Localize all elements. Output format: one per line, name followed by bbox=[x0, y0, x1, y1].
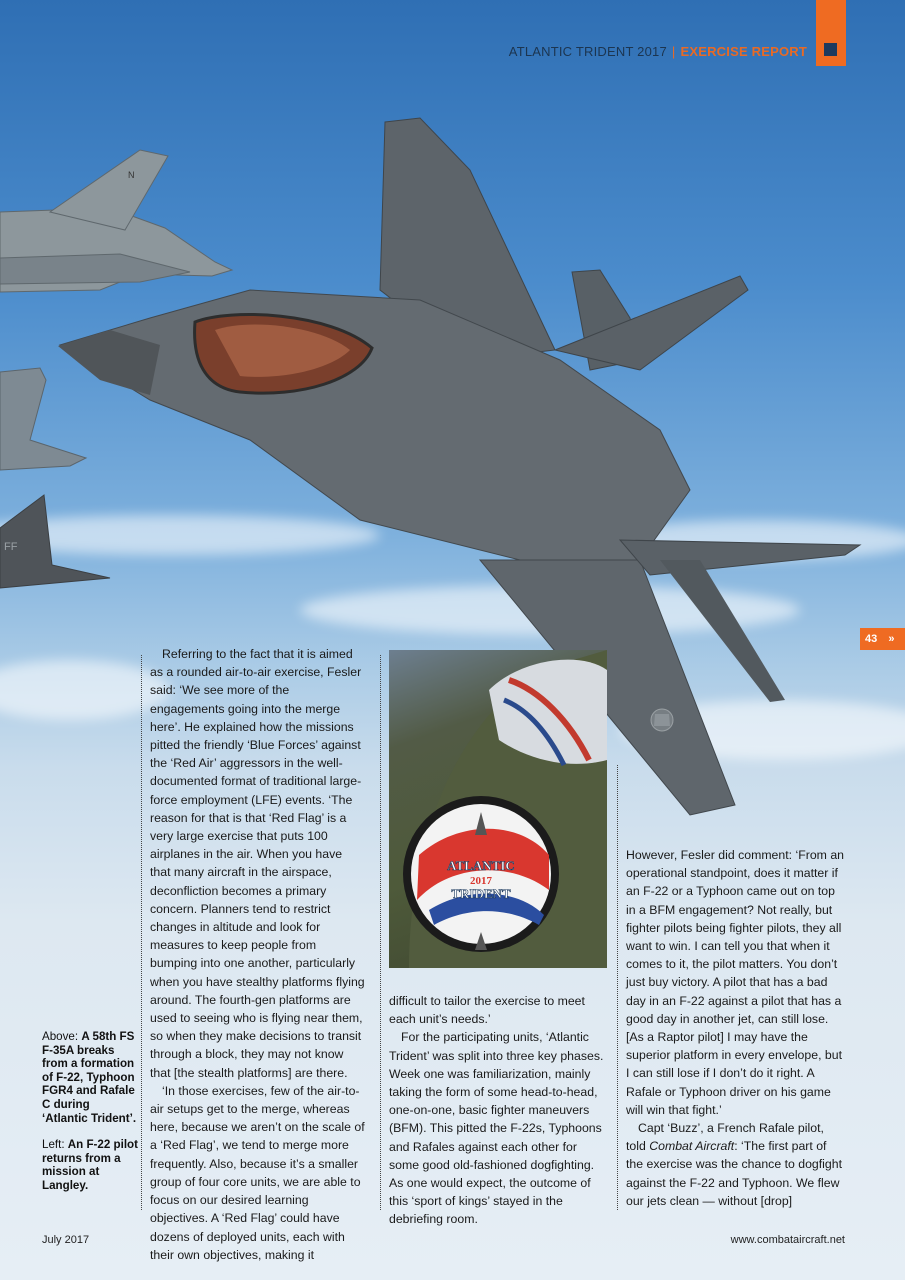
page-number-tab bbox=[860, 628, 905, 650]
running-header bbox=[509, 44, 807, 59]
article-paragraph: difficult to tailor the exercise to meet each unit’s needs.’ bbox=[389, 994, 585, 1027]
article-paragraph: For the participating units, ‘Atlantic Trident’ was split into three key phases. Week one was familiarization, mainly taking the form of some head-to-head, one-on-one, basic fighter maneuvers (BFM). This pitted the F-22s, Typhoons and Rafales against each other for some good old-fashioned dogfighting. As one would expect, the outcome of this ‘sport of kings’ stayed in the debriefing room. bbox=[389, 1030, 604, 1227]
square-icon bbox=[824, 43, 837, 56]
photo-captions bbox=[42, 1030, 138, 1193]
typhoon-aircraft bbox=[0, 150, 232, 292]
article-paragraph: However, Fesler did comment: ‘From an operational standpoint, does it matter if an F-22 or a Typhoon came out on top in a BFM engagement? Not really, but fighter pilots being fighter pilots, they all want to win. I can tell you that when it comes to it, the pilot matters. You don’t just buy victory. A pilot that has a bad day in an F-22 against a pilot that has a good day in another jet, can still lose. [As a Raptor pilot] I may have the superior platform in every envelope, but I can still lose if I don’t do it right. A Rafale or Typhoon driver on his game will win that fight.’ bbox=[626, 848, 844, 1117]
article-column-3 bbox=[626, 846, 846, 1210]
header-separator: | bbox=[671, 44, 676, 59]
article-paragraph: Referring to the fact that it is aimed as a rounded air-to-air exercise, Fesler said: ‘We see more of the engagements going into the merge here’. He explained how the missions pitted the friendly ‘Blue Forces’ against the ‘Red Air’ aggressors in the well-documented format of traditional large-force employment (LFE) events. ‘The reason for that is that ‘Red Flag’ is a very large exercise that puts 100 airplanes in the air. When you have that many aircraft in the airspace, deconfliction becomes a primary concern. Planners tend to restrict changes in altitude and look for measures to keep people from bumping into one another, particularly when you have stealthy platforms flying around. The fourth-gen platforms are used to seeing who is flying near them, so when they make decisions to transit through a block, they may not know that [the stealth platforms] are there. bbox=[150, 647, 365, 1080]
page-number: 43 bbox=[865, 633, 878, 645]
paragraph-text: Capt ‘Buzz’, a French Rafale pilot, told bbox=[626, 1121, 824, 1154]
column-rule bbox=[617, 765, 618, 1210]
caption-above: Above: A 58th FS F-35A breaks from a formation of F-22, Typhoon FGR4 and Rafale C during ‘Atlantic Trident’. bbox=[42, 1030, 137, 1125]
article-column-2 bbox=[389, 992, 607, 1229]
patch-text-2: 2017 bbox=[470, 875, 492, 887]
patch-text-1: ATLANTIC bbox=[447, 858, 515, 873]
f35-tail-aircraft bbox=[0, 495, 110, 588]
f22-aircraft bbox=[0, 368, 86, 470]
issue-date: July 2017 bbox=[42, 1234, 90, 1246]
publication-name: Combat Aircraft bbox=[649, 1139, 735, 1154]
column-rule bbox=[380, 655, 381, 1210]
svg-text:N: N bbox=[128, 170, 135, 180]
article-paragraph bbox=[626, 1119, 846, 1210]
patch-photo bbox=[389, 650, 607, 968]
patch-text-3: TRIDENT bbox=[451, 886, 511, 901]
column-rule bbox=[141, 655, 142, 1210]
article-paragraph: ‘In those exercises, few of the air-to-air setups get to the merge, whereas here, because we aren’t on the scale of a ‘Red Flag’, we tend to merge more frequently. Also, because it’s a smaller group of four core units, we are able to focus on our desired learning objectives. A ‘Red Flag’ could have dozens of deployed units, each with their own objectives, making it bbox=[150, 1083, 365, 1262]
magazine-feature-title: ATLANTIC TRIDENT 2017 bbox=[508, 44, 667, 59]
pilot-arm-illustration bbox=[389, 650, 607, 968]
svg-text:FF: FF bbox=[4, 541, 18, 553]
caption-left: Left: An F-22 pilot returns from a mission at Langley. bbox=[42, 1138, 138, 1192]
section-tab bbox=[816, 0, 846, 66]
website-url: www.combataircraft.net bbox=[730, 1234, 845, 1246]
paragraph-text: : ‘The first part of the exercise was the chance to dogfight against the F-22 and Typhoon. We flew our jets clean — without [drop] bbox=[626, 1139, 843, 1208]
section-label: EXERCISE REPORT bbox=[680, 44, 807, 59]
article-column-1 bbox=[150, 645, 365, 1264]
chevron-right-icon: » bbox=[888, 633, 895, 645]
